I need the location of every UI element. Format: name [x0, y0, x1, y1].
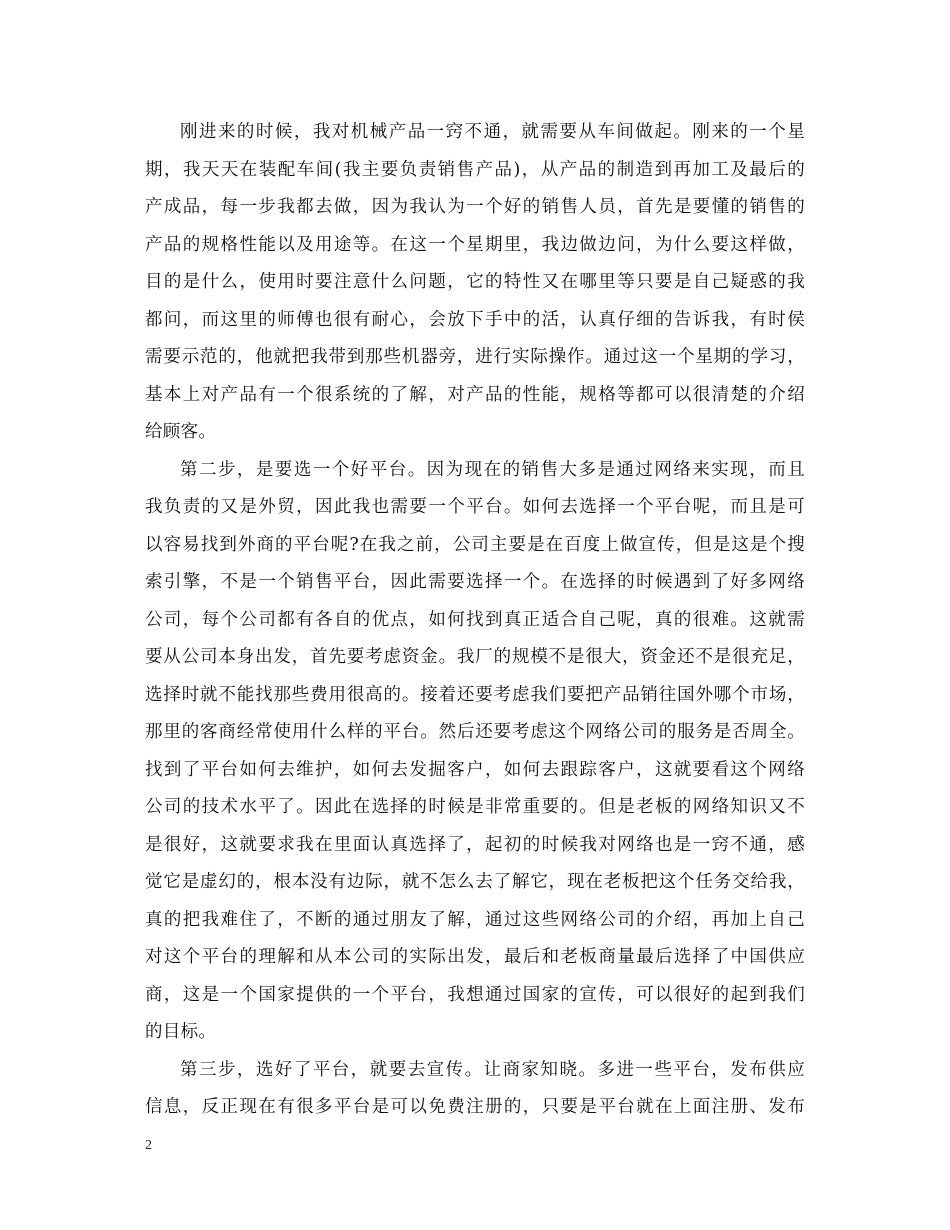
paragraph-line: 我负责的又是外贸，因此我也需要一个平台。如何去选择一个平台呢，而且是可	[145, 497, 805, 517]
paragraph-line: 需要示范的，他就把我带到那些机器旁，进行实际操作。通过这一个星期的学习，	[145, 347, 805, 367]
paragraph-line: 产成品，每一步我都去做，因为我认为一个好的销售人员，首先是要懂的销售的	[145, 197, 805, 217]
paragraph-line: 那里的客商经常使用什么样的平台。然后还要考虑这个网络公司的服务是否周全。	[145, 722, 805, 742]
paragraph	[145, 452, 805, 1052]
paragraph-line: 商，这是一个国家提供的一个平台，我想通过国家的宣传，可以很好的起到我们	[145, 984, 805, 1005]
paragraph-line: 找到了平台如何去维护，如何去发掘客户，如何去跟踪客户，这就要看这个网络	[145, 759, 805, 780]
paragraph-line: 对这个平台的理解和从本公司的实际出发，最后和老板商量最后选择了中国供应	[145, 947, 805, 967]
paragraph-line: 信息，反正现在有很多平台是可以免费注册的，只要是平台就在上面注册、发布	[145, 1097, 805, 1117]
paragraph-line: 是很好，这就要求我在里面认真选择了，起初的时候我对网络也是一窍不通，感	[145, 834, 805, 855]
paragraph-line: 第二步，是要选一个好平台。因为现在的销售大多是通过网络来实现，而且	[180, 459, 805, 480]
paragraph-line: 产品的规格性能以及用途等。在这一个星期里，我边做边问，为什么要这样做，	[145, 234, 805, 255]
paragraph-line: 刚进来的时候，我对机械产品一窍不通，就需要从车间做起。刚来的一个星	[180, 122, 805, 142]
paragraph-line: 目的是什么，使用时要注意什么问题，它的特性又在哪里等只要是自己疑惑的我	[145, 272, 805, 292]
paragraph-line: 都问，而这里的师傅也很有耐心，会放下手中的活，认真仔细的告诉我，有时侯	[145, 309, 805, 330]
paragraph-line: 选择时就不能找那些费用很高的。接着还要考虑我们要把产品销往国外哪个市场，	[145, 684, 805, 705]
paragraph-line: 真的把我难住了，不断的通过朋友了解，通过这些网络公司的介绍，再加上自己	[145, 909, 805, 930]
paragraph	[145, 1052, 805, 1127]
paragraph	[145, 114, 805, 452]
paragraph-line: 的目标。	[145, 1022, 217, 1042]
document-body	[145, 114, 805, 1127]
paragraph-line: 索引擎，不是一个销售平台，因此需要选择一个。在选择的时候遇到了好多网络	[145, 572, 805, 592]
paragraph-line: 给顾客。	[145, 422, 217, 442]
paragraph-line: 要从公司本身出发，首先要考虑资金。我厂的规模不是很大，资金还不是很充足，	[145, 647, 805, 667]
paragraph-line: 第三步，选好了平台，就要去宣传。让商家知晓。多进一些平台，发布供应	[180, 1059, 805, 1080]
page-number: 2	[145, 1138, 152, 1153]
paragraph-line: 以容易找到外商的平台呢?在我之前，公司主要是在百度上做宣传，但是这是个搜	[145, 534, 805, 555]
paragraph-line: 公司的技术水平了。因此在选择的时候是非常重要的。但是老板的网络知识又不	[145, 797, 805, 817]
paragraph-line: 基本上对产品有一个很系统的了解，对产品的性能，规格等都可以很清楚的介绍	[145, 384, 805, 405]
paragraph-line: 期，我天天在装配车间(我主要负责销售产品)，从产品的制造到再加工及最后的	[145, 159, 805, 180]
paragraph-line: 公司，每个公司都有各自的优点，如何找到真正适合自己呢，真的很难。这就需	[145, 609, 805, 630]
paragraph-line: 觉它是虚幻的，根本没有边际，就不怎么去了解它，现在老板把这个任务交给我，	[145, 872, 805, 892]
